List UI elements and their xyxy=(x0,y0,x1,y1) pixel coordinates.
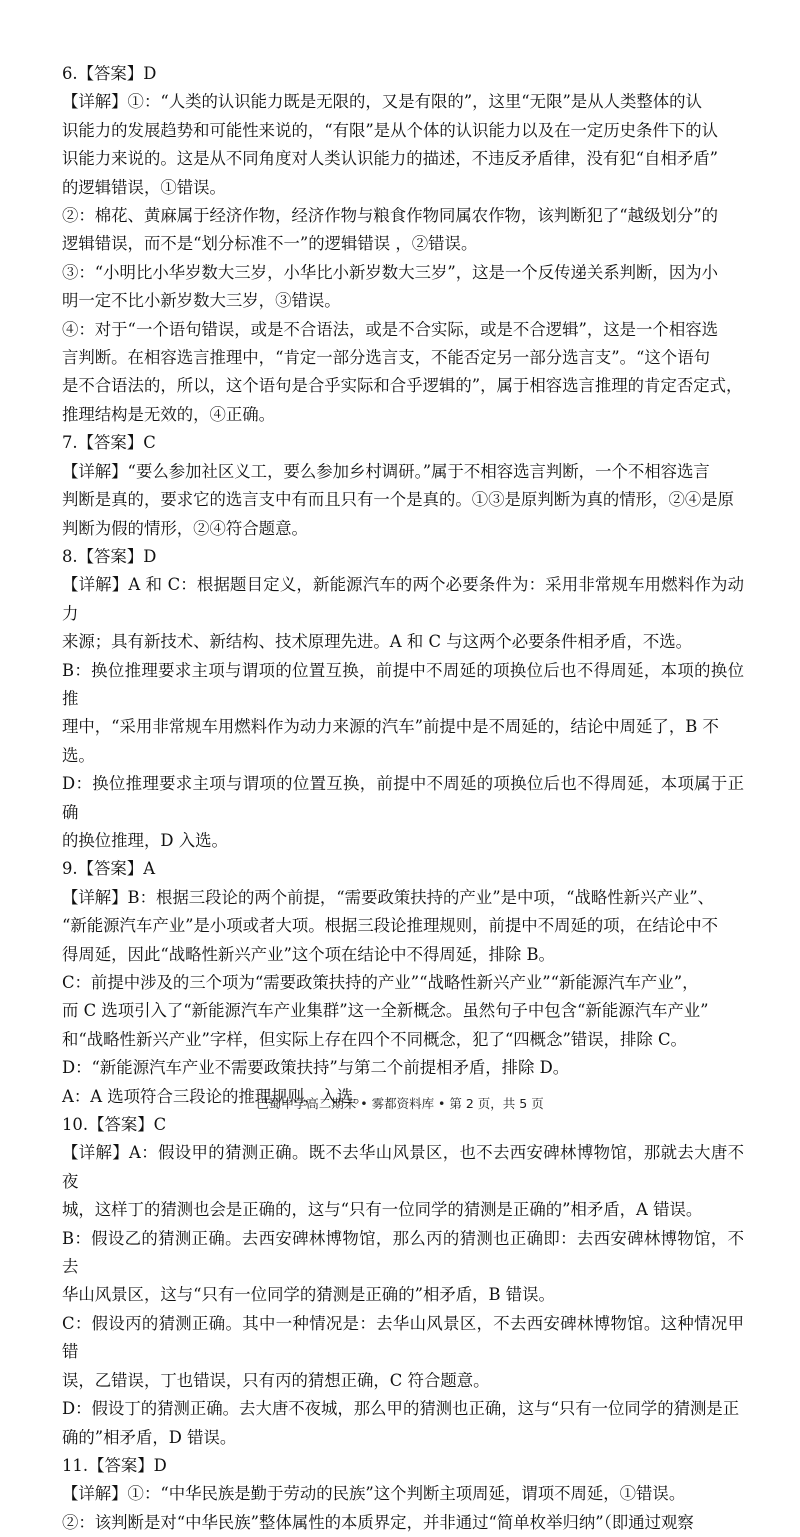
text-line: 10.【答案】C xyxy=(62,1115,167,1135)
text-line: 判断为假的情形，②④符合题意。 xyxy=(62,518,308,538)
text-line: 11.【答案】D xyxy=(62,1455,167,1475)
text-line: D：假设丁的猜测正确。去大唐不夜城，那么甲的猜测也正确，这与“只有一位同学的猜测是正 xyxy=(62,1399,740,1419)
text-line: 推理结构是无效的，④正确。 xyxy=(62,404,276,424)
text-line: ④：对于“一个语句错误，或是不合语法，或是不合实际，或是不合逻辑”，这是一个相容选 xyxy=(62,319,718,339)
text-line: 8.【答案】D xyxy=(62,546,157,566)
text-line: 的换位推理，D 入选。 xyxy=(62,830,228,850)
text-line: 明一定不比小新岁数大三岁，③错误。 xyxy=(62,291,341,311)
text-line: 【详解】B：根据三段论的两个前提，“需要政策扶持的产业”是中项，“战略性新兴产业”、 xyxy=(62,887,715,907)
text-line: ②：该判断是对“中华民族”整体属性的本质界定，并非通过“简单枚举归纳”（即通过观察 xyxy=(62,1512,694,1532)
text-line: 的逻辑错误，①错误。 xyxy=(62,177,226,197)
text-line: 而 C 选项引入了“新能源汽车产业集群”这一全新概念。虽然句子中包含“新能源汽车产业” xyxy=(62,1001,709,1021)
text-line: 城，这样丁的猜测也会是正确的，这与“只有一位同学的猜测是正确的”相矛盾，A 错误。 xyxy=(62,1200,703,1220)
text-line: 华山风景区，这与“只有一位同学的猜测是正确的”相矛盾，B 错误。 xyxy=(62,1285,555,1305)
text-line: 9.【答案】A xyxy=(62,859,156,879)
text-line: 识能力的发展趋势和可能性来说的，“有限”是从个体的认识能力以及在一定历史条件下的认 xyxy=(62,120,718,140)
text-line: 和“战略性新兴产业”字样，但实际上存在四个不同概念，犯了“四概念”错误，排除 C。 xyxy=(62,1029,687,1049)
text-line: 7.【答案】C xyxy=(62,433,156,453)
text-line: 【详解】①：“中华民族是勤于劳动的民族”这个判断主项周延，谓项不周延，①错误。 xyxy=(62,1484,686,1504)
text-line: 得周延，因此“战略性新兴产业”这个项在结论中不得周延，排除 B。 xyxy=(62,944,555,964)
text-line: 【详解】①：“人类的认识能力既是无限的，又是有限的”，这里“无限”是从人类整体的认 xyxy=(62,92,702,112)
text-line: C：假设丙的猜测正确。其中一种情况是：去华山风景区，不去西安碑林博物馆。这种情况甲错 xyxy=(62,1313,744,1362)
text-line: 【详解】A：假设甲的猜测正确。既不去华山风景区，也不去西安碑林博物馆，那就去大唐不夜 xyxy=(62,1143,744,1191)
text-line: 识能力来说的。这是从不同角度对人类认识能力的描述，不违反矛盾律，没有犯“自相矛盾” xyxy=(62,149,718,169)
page-footer: 巴蜀中学高二期末 • 雾都资料库 • 第 2 页，共 5 页 xyxy=(256,1096,544,1111)
text-line: ②：棉花、黄麻属于经济作物，经济作物与粮食作物同属农作物，该判断犯了“越级划分”的 xyxy=(62,206,718,226)
text-line: ③：“小明比小华岁数大三岁，小华比小新岁数大三岁”，这是一个反传递关系判断，因为小 xyxy=(62,262,718,282)
text-line: 6.【答案】D xyxy=(62,64,157,83)
text-line: 理中，“采用非常规车用燃料作为动力来源的汽车”前提中是不周延的，结论中周延了，B 不 xyxy=(62,717,719,737)
text-line: 选。 xyxy=(62,745,95,765)
text-line: C：前提中涉及的三个项为“需要政策扶持的产业”“战略性新兴产业”“新能源汽车产业”， xyxy=(62,973,699,992)
text-line: 确的”相矛盾，D 错误。 xyxy=(62,1427,237,1447)
text-line: D：“新能源汽车产业不需要政策扶持”与第二个前提相矛盾，排除 D。 xyxy=(62,1058,570,1078)
text-line: 来源；具有新技术、新结构、技术原理先进。A 和 C 与这两个必要条件相矛盾，不选。 xyxy=(62,632,693,652)
text-line: B：换位推理要求主项与谓项的位置互换，前提中不周延的项换位后也不得周延，本项的换位推 xyxy=(62,660,744,708)
text-line: 【详解】A 和 C：根据题目定义，新能源汽车的两个必要条件为：采用非常规车用燃料作为动力 xyxy=(62,575,744,623)
text-line: 逻辑错误，而不是“划分标准不一”的逻辑错误 ，②错误。 xyxy=(62,234,478,254)
text-line: D：换位推理要求主项与谓项的位置互换，前提中不周延的项换位后也不得周延，本项属于正确 xyxy=(62,774,744,822)
text-line: 言判断。在相容选言推理中，“肯定一部分选言支，不能否定另一部分选言支”。“这个语句 xyxy=(62,348,710,368)
text-line: 误，乙错误，丁也错误，只有丙的猜想正确，C 符合题意。 xyxy=(62,1370,490,1390)
document-body xyxy=(62,60,744,1537)
text-line: B：假设乙的猜测正确。去西安碑林博物馆，那么丙的猜测也正确即：去西安碑林博物馆，不去 xyxy=(62,1228,744,1277)
text-line: 是不合语法的，所以，这个语句是合乎实际和合乎逻辑的”，属于相容选言推理的肯定否定式， xyxy=(62,376,743,396)
text-line: “新能源汽车产业”是小项或者大项。根据三段论推理规则，前提中不周延的项，在结论中不 xyxy=(62,916,718,936)
text-line: 判断是真的，要求它的选言支中有而且只有一个是真的。①③是原判断为真的情形，②④是原 xyxy=(62,490,735,510)
text-line: A：A 选项符合三段论的推理规则，入选。 xyxy=(62,1086,370,1106)
text-line: 【详解】“要么参加社区义工，要么参加乡村调研。”属于不相容选言判断，一个不相容选言 xyxy=(62,461,710,481)
